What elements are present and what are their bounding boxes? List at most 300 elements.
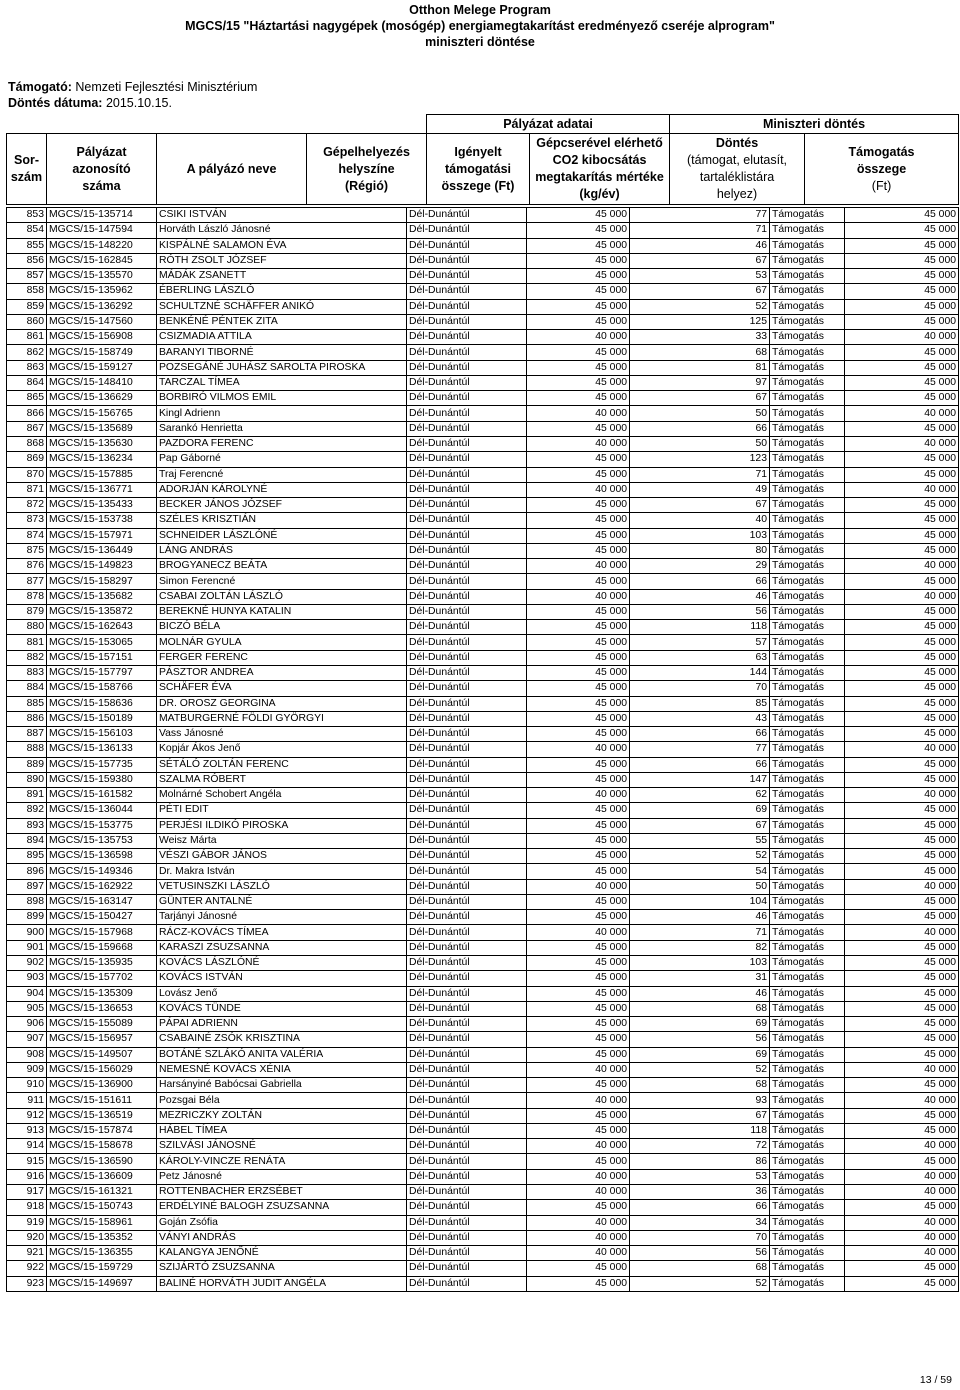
cell-sorszam: 903 [7,971,47,986]
cell-sorszam: 915 [7,1154,47,1169]
cell-igenyelt: 45 000 [527,1078,630,1093]
cell-igenyelt: 40 000 [527,559,630,574]
cell-regio: Dél-Dunántúl [407,803,527,818]
cell-dontes: Támogatás [770,650,845,665]
cell-nev: PÁPAI ADRIENN [157,1017,407,1032]
cell-dontes: Támogatás [770,757,845,772]
cell-dontes: Támogatás [770,803,845,818]
cell-azonosito: MGCS/15-147560 [47,314,157,329]
cell-co2: 67 [630,391,770,406]
cell-sorszam: 887 [7,727,47,742]
cell-nev: VÉSZI GÁBOR JÁNOS [157,849,407,864]
cell-nev: Horváth László Jánosné [157,223,407,238]
cell-co2: 46 [630,238,770,253]
cell-igenyelt: 40 000 [527,1185,630,1200]
cell-igenyelt: 45 000 [527,1200,630,1215]
table-row [7,772,959,787]
table-row [7,1154,959,1169]
cell-regio: Dél-Dunántúl [407,482,527,497]
cell-osszeg: 45 000 [845,314,959,329]
cell-dontes: Támogatás [770,436,845,451]
table-row [7,1123,959,1138]
cell-nev: SZALMA RÓBERT [157,772,407,787]
cell-co2: 67 [630,498,770,513]
cell-co2: 85 [630,696,770,711]
cell-regio: Dél-Dunántúl [407,940,527,955]
cell-azonosito: MGCS/15-151611 [47,1093,157,1108]
cell-co2: 82 [630,940,770,955]
cell-azonosito: MGCS/15-149346 [47,864,157,879]
cell-azonosito: MGCS/15-135630 [47,436,157,451]
group-miniszteri-dontes: Miniszteri döntés [670,115,959,134]
cell-regio: Dél-Dunántúl [407,986,527,1001]
cell-sorszam: 909 [7,1062,47,1077]
cell-sorszam: 869 [7,452,47,467]
table-row [7,574,959,589]
col-co2: Gépcserével elérhető CO2 kibocsátás megtakarítás mértéke (kg/év) [530,134,670,205]
cell-co2: 46 [630,986,770,1001]
table-row [7,986,959,1001]
cell-azonosito: MGCS/15-159668 [47,940,157,955]
table-row [7,360,959,375]
cell-osszeg: 45 000 [845,452,959,467]
cell-nev: KOVÁCS ISTVÁN [157,971,407,986]
cell-sorszam: 917 [7,1185,47,1200]
cell-dontes: Támogatás [770,269,845,284]
cell-igenyelt: 40 000 [527,406,630,421]
cell-osszeg: 40 000 [845,559,959,574]
cell-dontes: Támogatás [770,498,845,513]
cell-nev: PAZDORA FERENC [157,436,407,451]
cell-osszeg: 45 000 [845,986,959,1001]
cell-nev: VETUSINSZKI LÁSZLÓ [157,879,407,894]
cell-sorszam: 864 [7,375,47,390]
cell-osszeg: 40 000 [845,1246,959,1261]
table-row [7,956,959,971]
cell-igenyelt: 45 000 [527,986,630,1001]
table-row [7,681,959,696]
cell-regio: Dél-Dunántúl [407,1276,527,1291]
cell-nev: KALANGYA JENŐNÉ [157,1246,407,1261]
cell-co2: 33 [630,330,770,345]
cell-osszeg: 45 000 [845,757,959,772]
cell-nev: SZILVÁSI JÁNOSNÉ [157,1139,407,1154]
cell-igenyelt: 40 000 [527,1139,630,1154]
table-row [7,452,959,467]
cell-regio: Dél-Dunántúl [407,345,527,360]
cell-osszeg: 40 000 [845,925,959,940]
cell-azonosito: MGCS/15-163147 [47,894,157,909]
table-row [7,879,959,894]
cell-igenyelt: 40 000 [527,742,630,757]
cell-co2: 147 [630,772,770,787]
cell-osszeg: 45 000 [845,696,959,711]
cell-nev: KISPÁLNÉ SALAMON ÉVA [157,238,407,253]
cell-regio: Dél-Dunántúl [407,330,527,345]
cell-nev: Simon Ferencné [157,574,407,589]
cell-azonosito: MGCS/15-155089 [47,1017,157,1032]
col-osszeg: Támogatás összege (Ft) [805,134,959,205]
cell-igenyelt: 45 000 [527,1047,630,1062]
cell-nev: KOVÁCS TÜNDE [157,1001,407,1016]
table-row [7,727,959,742]
cell-regio: Dél-Dunántúl [407,620,527,635]
table-row [7,1001,959,1016]
cell-sorszam: 856 [7,253,47,268]
cell-co2: 56 [630,1246,770,1261]
cell-dontes: Támogatás [770,635,845,650]
cell-sorszam: 913 [7,1123,47,1138]
cell-azonosito: MGCS/15-158766 [47,681,157,696]
cell-igenyelt: 40 000 [527,589,630,604]
cell-azonosito: MGCS/15-158961 [47,1215,157,1230]
cell-osszeg: 45 000 [845,818,959,833]
cell-co2: 34 [630,1215,770,1230]
cell-igenyelt: 45 000 [527,253,630,268]
cell-regio: Dél-Dunántúl [407,284,527,299]
cell-azonosito: MGCS/15-135935 [47,956,157,971]
cell-igenyelt: 45 000 [527,498,630,513]
cell-nev: Tarjányi Jánosné [157,910,407,925]
cell-sorszam: 902 [7,956,47,971]
cell-regio: Dél-Dunántúl [407,650,527,665]
cell-co2: 103 [630,956,770,971]
cell-dontes: Támogatás [770,360,845,375]
cell-sorszam: 859 [7,299,47,314]
table-row [7,635,959,650]
cell-sorszam: 898 [7,894,47,909]
cell-azonosito: MGCS/15-147594 [47,223,157,238]
cell-sorszam: 857 [7,269,47,284]
cell-azonosito: MGCS/15-158678 [47,1139,157,1154]
cell-nev: Lovász Jenő [157,986,407,1001]
cell-osszeg: 45 000 [845,1154,959,1169]
cell-igenyelt: 45 000 [527,391,630,406]
cell-nev: KARASZI ZSUZSANNA [157,940,407,955]
decision-date-label: Döntés dátuma: [8,96,103,110]
cell-nev: RÓTH ZSOLT JÓZSEF [157,253,407,268]
cell-sorszam: 919 [7,1215,47,1230]
table-row [7,910,959,925]
cell-regio: Dél-Dunántúl [407,1246,527,1261]
cell-nev: Kopjár Ákos Jenő [157,742,407,757]
table-row [7,269,959,284]
cell-osszeg: 40 000 [845,406,959,421]
cell-dontes: Támogatás [770,1093,845,1108]
cell-regio: Dél-Dunántúl [407,910,527,925]
cell-nev: SCHNEIDER LÁSZLÓNÉ [157,528,407,543]
cell-dontes: Támogatás [770,375,845,390]
cell-igenyelt: 45 000 [527,452,630,467]
table-row [7,1078,959,1093]
table-row [7,498,959,513]
cell-igenyelt: 45 000 [527,543,630,558]
cell-azonosito: MGCS/15-161582 [47,788,157,803]
table-row [7,757,959,772]
cell-regio: Dél-Dunántúl [407,1017,527,1032]
cell-nev: CSABAI ZOLTÁN LÁSZLÓ [157,589,407,604]
cell-regio: Dél-Dunántúl [407,818,527,833]
cell-co2: 118 [630,1123,770,1138]
cell-regio: Dél-Dunántúl [407,894,527,909]
cell-regio: Dél-Dunántúl [407,1093,527,1108]
cell-nev: BALINÉ HORVÁTH JUDIT ANGÉLA [157,1276,407,1291]
cell-dontes: Támogatás [770,818,845,833]
cell-dontes: Támogatás [770,238,845,253]
cell-co2: 77 [630,742,770,757]
cell-sorszam: 922 [7,1261,47,1276]
table-row [7,665,959,680]
table-row [7,650,959,665]
cell-co2: 49 [630,482,770,497]
cell-azonosito: MGCS/15-136609 [47,1169,157,1184]
cell-igenyelt: 40 000 [527,1062,630,1077]
cell-dontes: Támogatás [770,986,845,1001]
cell-osszeg: 45 000 [845,574,959,589]
cell-azonosito: MGCS/15-153775 [47,818,157,833]
cell-nev: TARCZAL TÍMEA [157,375,407,390]
cell-co2: 104 [630,894,770,909]
table-row [7,330,959,345]
cell-regio: Dél-Dunántúl [407,223,527,238]
cell-azonosito: MGCS/15-136653 [47,1001,157,1016]
cell-dontes: Támogatás [770,1215,845,1230]
table-row [7,391,959,406]
cell-osszeg: 45 000 [845,910,959,925]
cell-dontes: Támogatás [770,620,845,635]
cell-azonosito: MGCS/15-150427 [47,910,157,925]
cell-co2: 66 [630,421,770,436]
cell-co2: 72 [630,1139,770,1154]
cell-dontes: Támogatás [770,1154,845,1169]
cell-co2: 81 [630,360,770,375]
cell-azonosito: MGCS/15-136044 [47,803,157,818]
cell-co2: 66 [630,574,770,589]
cell-nev: BENKÉNÉ PÉNTEK ZITA [157,314,407,329]
cell-sorszam: 870 [7,467,47,482]
table-row [7,742,959,757]
cell-co2: 67 [630,253,770,268]
cell-igenyelt: 40 000 [527,925,630,940]
cell-azonosito: MGCS/15-153065 [47,635,157,650]
cell-co2: 57 [630,635,770,650]
cell-igenyelt: 45 000 [527,910,630,925]
table-row [7,1200,959,1215]
cell-dontes: Támogatás [770,284,845,299]
cell-regio: Dél-Dunántúl [407,833,527,848]
cell-co2: 50 [630,436,770,451]
cell-nev: KOVÁCS LÁSZLÓNÉ [157,956,407,971]
cell-osszeg: 45 000 [845,238,959,253]
cell-azonosito: MGCS/15-158636 [47,696,157,711]
cell-regio: Dél-Dunántúl [407,528,527,543]
cell-co2: 71 [630,223,770,238]
cell-co2: 66 [630,757,770,772]
cell-co2: 43 [630,711,770,726]
cell-dontes: Támogatás [770,788,845,803]
table-row [7,604,959,619]
cell-co2: 63 [630,650,770,665]
table-row [7,1062,959,1077]
cell-azonosito: MGCS/15-135352 [47,1230,157,1245]
cell-sorszam: 872 [7,498,47,513]
cell-igenyelt: 45 000 [527,284,630,299]
cell-azonosito: MGCS/15-135309 [47,986,157,1001]
cell-sorszam: 899 [7,910,47,925]
cell-sorszam: 853 [7,208,47,223]
cell-regio: Dél-Dunántúl [407,1169,527,1184]
cell-nev: PÁSZTOR ANDREA [157,665,407,680]
cell-sorszam: 867 [7,421,47,436]
cell-regio: Dél-Dunántúl [407,1047,527,1062]
cell-regio: Dél-Dunántúl [407,788,527,803]
cell-azonosito: MGCS/15-157971 [47,528,157,543]
cell-dontes: Támogatás [770,406,845,421]
cell-dontes: Támogatás [770,711,845,726]
cell-azonosito: MGCS/15-136355 [47,1246,157,1261]
cell-sorszam: 900 [7,925,47,940]
table-row [7,345,959,360]
cell-co2: 66 [630,727,770,742]
cell-igenyelt: 45 000 [527,604,630,619]
cell-sorszam: 879 [7,604,47,619]
cell-osszeg: 40 000 [845,1062,959,1077]
cell-sorszam: 889 [7,757,47,772]
cell-regio: Dél-Dunántúl [407,467,527,482]
cell-sorszam: 863 [7,360,47,375]
cell-osszeg: 40 000 [845,482,959,497]
cell-sorszam: 918 [7,1200,47,1215]
cell-sorszam: 908 [7,1047,47,1062]
cell-sorszam: 854 [7,223,47,238]
cell-sorszam: 885 [7,696,47,711]
cell-osszeg: 45 000 [845,1276,959,1291]
cell-nev: Molnárné Schobert Angéla [157,788,407,803]
cell-dontes: Támogatás [770,589,845,604]
cell-co2: 54 [630,864,770,879]
col-dontes: Döntés (támogat, elutasít, tartaléklistára helyez) [670,134,805,205]
cell-igenyelt: 40 000 [527,1246,630,1261]
table-row [7,818,959,833]
cell-azonosito: MGCS/15-157735 [47,757,157,772]
cell-dontes: Támogatás [770,559,845,574]
cell-dontes: Támogatás [770,665,845,680]
cell-regio: Dél-Dunántúl [407,1261,527,1276]
cell-igenyelt: 45 000 [527,375,630,390]
cell-co2: 71 [630,925,770,940]
cell-osszeg: 40 000 [845,742,959,757]
cell-co2: 36 [630,1185,770,1200]
cell-regio: Dél-Dunántúl [407,513,527,528]
cell-co2: 70 [630,1230,770,1245]
table-row [7,1032,959,1047]
col-sorszam: Sor- szám [7,134,47,205]
cell-nev: GÜNTER ANTALNÉ [157,894,407,909]
cell-osszeg: 40 000 [845,879,959,894]
cell-nev: HÁBEL TÍMEA [157,1123,407,1138]
cell-sorszam: 860 [7,314,47,329]
cell-azonosito: MGCS/15-136590 [47,1154,157,1169]
cell-co2: 68 [630,1078,770,1093]
cell-co2: 62 [630,788,770,803]
cell-co2: 52 [630,1062,770,1077]
cell-regio: Dél-Dunántúl [407,406,527,421]
cell-osszeg: 45 000 [845,208,959,223]
cell-nev: NEMESNÉ KOVÁCS XÉNIA [157,1062,407,1077]
cell-sorszam: 875 [7,543,47,558]
cell-azonosito: MGCS/15-135872 [47,604,157,619]
cell-osszeg: 45 000 [845,956,959,971]
cell-dontes: Támogatás [770,879,845,894]
cell-co2: 46 [630,910,770,925]
cell-azonosito: MGCS/15-150743 [47,1200,157,1215]
table-row [7,1108,959,1123]
cell-sorszam: 893 [7,818,47,833]
cell-sorszam: 865 [7,391,47,406]
cell-osszeg: 45 000 [845,620,959,635]
cell-sorszam: 901 [7,940,47,955]
col-nev: A pályázó neve [157,134,307,205]
cell-osszeg: 45 000 [845,650,959,665]
cell-igenyelt: 45 000 [527,513,630,528]
table-row [7,1169,959,1184]
cell-sorszam: 923 [7,1276,47,1291]
cell-dontes: Támogatás [770,1062,845,1077]
cell-nev: CSIKI ISTVÁN [157,208,407,223]
cell-azonosito: MGCS/15-135433 [47,498,157,513]
table-row [7,421,959,436]
cell-osszeg: 40 000 [845,330,959,345]
table-row [7,1047,959,1062]
cell-igenyelt: 40 000 [527,1169,630,1184]
cell-dontes: Támogatás [770,314,845,329]
cell-regio: Dél-Dunántúl [407,391,527,406]
cell-igenyelt: 45 000 [527,299,630,314]
cell-azonosito: MGCS/15-156908 [47,330,157,345]
cell-dontes: Támogatás [770,940,845,955]
cell-regio: Dél-Dunántúl [407,864,527,879]
cell-nev: RÁCZ-KOVÁCS TÍMEA [157,925,407,940]
table-row [7,1139,959,1154]
cell-regio: Dél-Dunántúl [407,1108,527,1123]
cell-dontes: Támogatás [770,574,845,589]
cell-regio: Dél-Dunántúl [407,589,527,604]
cell-nev: Weisz Márta [157,833,407,848]
cell-sorszam: 871 [7,482,47,497]
cell-igenyelt: 45 000 [527,1276,630,1291]
cell-regio: Dél-Dunántúl [407,681,527,696]
cell-nev: SZIJÁRTÓ ZSUZSANNA [157,1261,407,1276]
cell-co2: 86 [630,1154,770,1169]
table-row [7,696,959,711]
cell-igenyelt: 40 000 [527,788,630,803]
table-row [7,1093,959,1108]
cell-sorszam: 910 [7,1078,47,1093]
cell-igenyelt: 45 000 [527,1001,630,1016]
cell-azonosito: MGCS/15-159729 [47,1261,157,1276]
decision-date-line [8,96,172,110]
cell-igenyelt: 45 000 [527,208,630,223]
cell-azonosito: MGCS/15-157885 [47,467,157,482]
cell-osszeg: 40 000 [845,1139,959,1154]
cell-sorszam: 862 [7,345,47,360]
cell-igenyelt: 40 000 [527,1215,630,1230]
cell-osszeg: 45 000 [845,299,959,314]
table-row [7,528,959,543]
cell-sorszam: 892 [7,803,47,818]
cell-nev: CSABAINÉ ZSÓK KRISZTINA [157,1032,407,1047]
cell-nev: DR. OROSZ GEORGINA [157,696,407,711]
